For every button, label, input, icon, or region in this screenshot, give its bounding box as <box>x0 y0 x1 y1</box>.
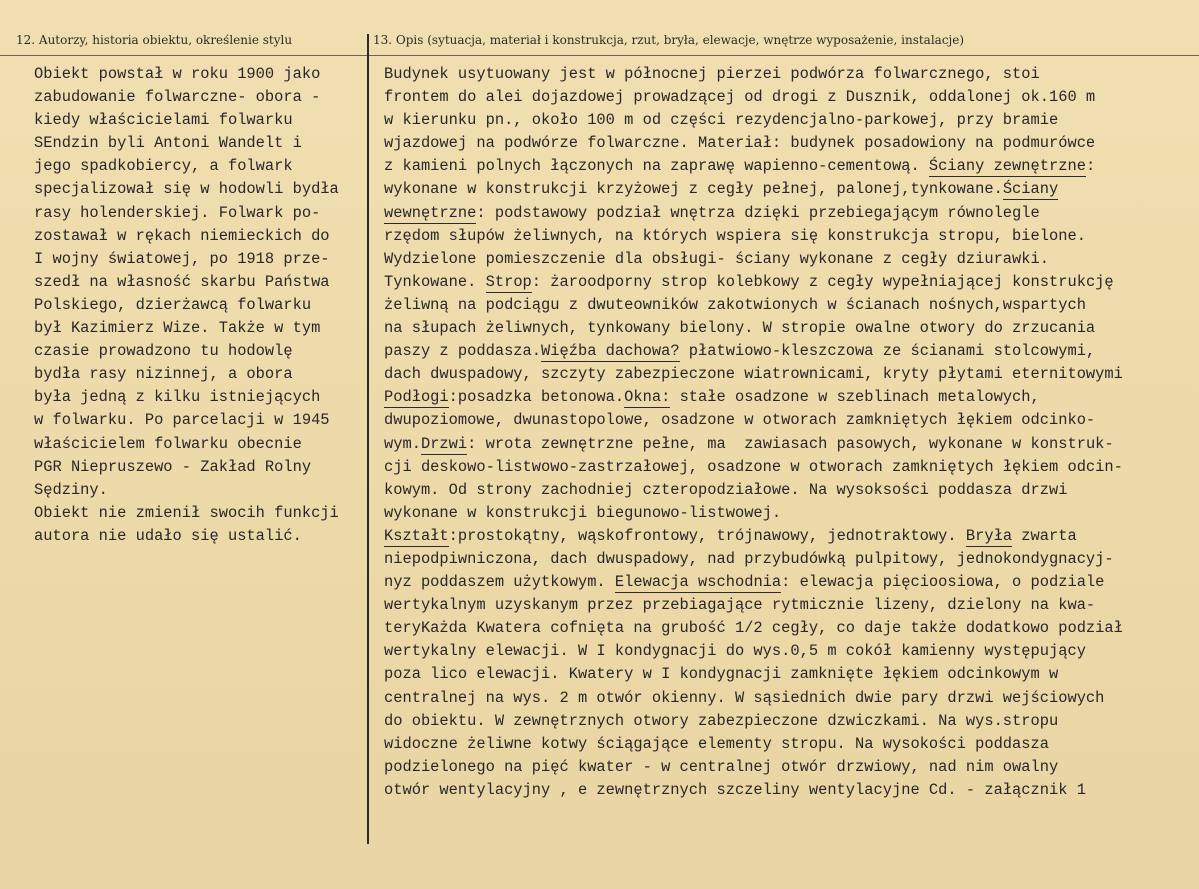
right-text-line <box>384 248 1123 271</box>
right-text-line <box>384 271 1123 294</box>
left-text-line: zabudowanie folwarczne- obora - <box>34 88 321 107</box>
left-text-line: czasie prowadzono tu hodowlę <box>34 342 293 361</box>
left-text-line: zostawał w rękach niemieckich do <box>34 226 330 245</box>
left-text-line: jego spadkobiercy, a folwark <box>34 157 293 176</box>
underlined-heading: Elewacja wschodnia <box>614 573 782 592</box>
right-text-line <box>384 225 1123 248</box>
left-text-line: autora nie udało się ustalić. <box>34 526 302 545</box>
section-12-header: 12. Autorzy, historia obiektu, określenie stylu <box>16 33 293 47</box>
text-segment: : <box>1085 157 1096 176</box>
text-segment: wykonane w konstrukcji krzyżowej z cegły pełnej, palonej,tynkowane. <box>384 180 1003 199</box>
underlined-heading: Kształt <box>384 526 449 545</box>
text-segment: : żaroodporny strop kolebkowy z cegły wypełniającej konstrukcję <box>531 272 1114 291</box>
underlined-heading: Ściany <box>1002 180 1059 199</box>
right-text-line <box>384 86 1123 109</box>
text-segment: dach dwuspadowy, szczyty zabezpieczone wiatrownicami, kryty płytami eternitowymi <box>384 365 1123 384</box>
left-text-line: rasy holenderskiej. Folwark po- <box>34 203 321 222</box>
right-text-line <box>384 571 1123 594</box>
left-text-line: I wojny światowej, po 1918 prze- <box>34 249 330 268</box>
left-text-line: PGR Niepruszewo - Zakład Rolny <box>34 457 312 476</box>
underlined-heading: Strop <box>485 272 532 291</box>
text-segment: w kierunku pn., około 100 m od części rezydencjalno-parkowej, przy bramie <box>384 111 1059 130</box>
right-text-line <box>384 617 1123 640</box>
underlined-heading: Ściany zewnętrzne <box>928 157 1086 176</box>
right-text-line <box>384 502 1123 525</box>
text-segment: na słupach żeliwnych, tynkowany bielony. W stropie owalne otwory do zrzucania <box>384 319 1096 338</box>
right-text-line <box>384 155 1123 178</box>
text-segment: wjazdowej na podwórze folwarczne. Materiał: budynek posadowiony na podmurówce <box>384 134 1096 153</box>
right-text-line <box>384 663 1123 686</box>
right-text-line <box>384 640 1123 663</box>
right-text-line <box>384 594 1123 617</box>
text-segment: :prostokątny, wąskofrontowy, trójnawowy, jednotraktowy. <box>448 526 966 545</box>
text-segment: rzędom słupów żeliwnych, na których wspiera się konstrukcja stropu, bielone. <box>384 226 1086 245</box>
right-text-line <box>384 733 1123 756</box>
section-13-header: 13. Opis (sytuacja, materiał i konstrukcja, rzut, bryła, elewacje, wnętrze wyposażenie, instalacje) <box>373 33 965 47</box>
underlined-heading: Drzwi <box>420 434 468 453</box>
text-segment: wym. <box>384 434 421 453</box>
right-text-line <box>384 409 1123 432</box>
right-text-line <box>384 317 1123 340</box>
text-segment: frontem do alei dojazdowej prowadzącej od drogi z Dusznik, oddalonej ok.160 m <box>384 88 1096 107</box>
text-segment: dwupoziomowe, dwunastopolowe, osadzone w otworach zamkniętych łękiem odcinko- <box>384 411 1096 430</box>
text-segment: : podstawowy podział wnętrza dzięki przebiegającym równolegle <box>476 203 1040 222</box>
underlined-heading: wewnętrzne <box>384 203 477 222</box>
right-text-line <box>384 363 1123 386</box>
left-text-line: kiedy właścicielami folwarku <box>34 111 293 130</box>
left-text-line: właścicielem folwarku obecnie <box>34 434 302 453</box>
right-text-line <box>384 479 1123 502</box>
right-text-line <box>384 294 1123 317</box>
right-text-line <box>384 202 1123 225</box>
right-text-line <box>384 779 1123 802</box>
text-segment: Tynkowane. <box>384 272 486 291</box>
description-text <box>384 63 1123 802</box>
text-segment: do obiektu. W zewnętrznych otwory zabezpieczone dzwiczkami. Na wys.stropu <box>384 711 1059 730</box>
authors-history-text <box>34 63 339 548</box>
text-segment: poza lico elewacji. Kwatery w I kondygnacji zamknięte łękiem odcinkowym w <box>384 665 1059 684</box>
left-text-line: Obiekt powstał w roku 1900 jako <box>34 65 321 83</box>
right-text-line <box>384 109 1123 132</box>
left-text-line: Sędziny. <box>34 480 108 499</box>
text-segment: płatwiowo-kleszczowa ze ścianami stolcowymi, <box>679 342 1096 361</box>
right-text-line <box>384 756 1123 779</box>
text-segment: stałe osadzone w szeblinach metalowych, <box>670 388 1040 407</box>
header-rule <box>0 55 1199 56</box>
right-text-line <box>384 710 1123 733</box>
right-text-line <box>384 386 1123 409</box>
left-text-line: była jedną z kilku istniejących <box>34 388 321 407</box>
right-text-line <box>384 178 1123 201</box>
left-text-line: specjalizował się w hodowli bydła <box>34 180 339 199</box>
text-segment: widoczne żeliwne kotwy ściągające elementy stropu. Na wysokości poddasza <box>384 734 1049 753</box>
left-text-line: w folwarku. Po parcelacji w 1945 <box>34 411 330 430</box>
text-segment: kowym. Od strony zachodniej czteropodziałowe. Na wysoksości poddasza drzwi <box>384 480 1068 499</box>
right-text-line <box>384 456 1123 479</box>
text-segment: otwór wentylacyjny , e zewnętrznych szczeliny wentylacyjne Cd. - załącznik 1 <box>384 780 1086 799</box>
left-text-line: SEndzin byli Antoni Wandelt i <box>34 134 302 153</box>
text-segment: wertykalnym uzyskanym przez przebiagające rytmicznie lizeny, dzielony na kwa- <box>384 596 1096 615</box>
text-segment: podzielonego na pięć kwater - w centralnej otwór drzwiowy, nad nim owalny <box>384 757 1059 776</box>
underlined-heading: Okna: <box>624 388 671 407</box>
right-text-line <box>384 433 1123 456</box>
left-text-line: Obiekt nie zmienił swocih funkcji <box>34 503 339 522</box>
text-segment: teryKażda Kwatera cofnięta na grubość 1/2 cegły, co daje także dodatkowo podział <box>384 619 1123 638</box>
right-text-line <box>384 687 1123 710</box>
text-segment: :posadzka betonowa. <box>448 388 625 407</box>
column-divider <box>367 34 369 844</box>
left-text-line: bydła rasy nizinnej, a obora <box>34 365 293 384</box>
text-segment: Budynek usytuowany jest w północnej pierzei podwórza folwarcznego, stoi <box>384 65 1040 83</box>
text-segment: cji deskowo-listwowo-zastrzałowej, osadzone w otworach zamkniętych łękiem odcin- <box>384 457 1123 476</box>
left-text-line: szedł na własność skarbu Państwa <box>34 272 330 291</box>
right-text-line <box>384 340 1123 363</box>
text-segment: zwarta <box>1012 526 1077 545</box>
text-segment: niepodpiwniczona, dach dwuspadowy, nad przybudówką pulpitowy, jednokondygnacyj- <box>384 549 1114 568</box>
left-text-line: był Kazimierz Wize. Także w tym <box>34 319 321 338</box>
text-segment: nyz poddaszem użytkowym. <box>384 573 615 592</box>
underlined-heading: Więźba dachowa? <box>541 342 680 361</box>
right-text-line <box>384 132 1123 155</box>
left-text-line: Polskiego, dzierżawcą folwarku <box>34 295 312 314</box>
text-segment: żeliwną na podciągu z dwuteowników zakotwionych w ścianach nośnych,wspartych <box>384 295 1086 314</box>
text-segment: Wydzielone pomieszczenie dla obsługi- ściany wykonane z cegły dziurawki. <box>384 249 1049 268</box>
text-segment: : elewacja pięcioosiowa, o podziale <box>781 573 1105 592</box>
right-text-line <box>384 63 1123 86</box>
text-segment: wykonane w konstrukcji biegunowo-listwowej. <box>384 503 782 522</box>
text-segment: z kamieni polnych łączonych na zaprawę wapienno-cementową. <box>384 157 929 176</box>
text-segment: centralnej na wys. 2 m otwór okienny. W sąsiednich dwie pary drzwi wejściowych <box>384 688 1105 707</box>
text-segment: wertykalny elewacji. W I kondygnacji do wys.0,5 m cokół kamienny występujący <box>384 642 1086 661</box>
right-text-line <box>384 525 1123 548</box>
underlined-heading: Bryła <box>965 526 1013 545</box>
text-segment: paszy z poddasza. <box>384 342 542 361</box>
right-text-line <box>384 548 1123 571</box>
underlined-heading: Podłogi <box>384 388 449 407</box>
text-segment: : wrota zewnętrzne pełne, ma zawiasach pasowych, wykonane w konstruk- <box>467 434 1114 453</box>
